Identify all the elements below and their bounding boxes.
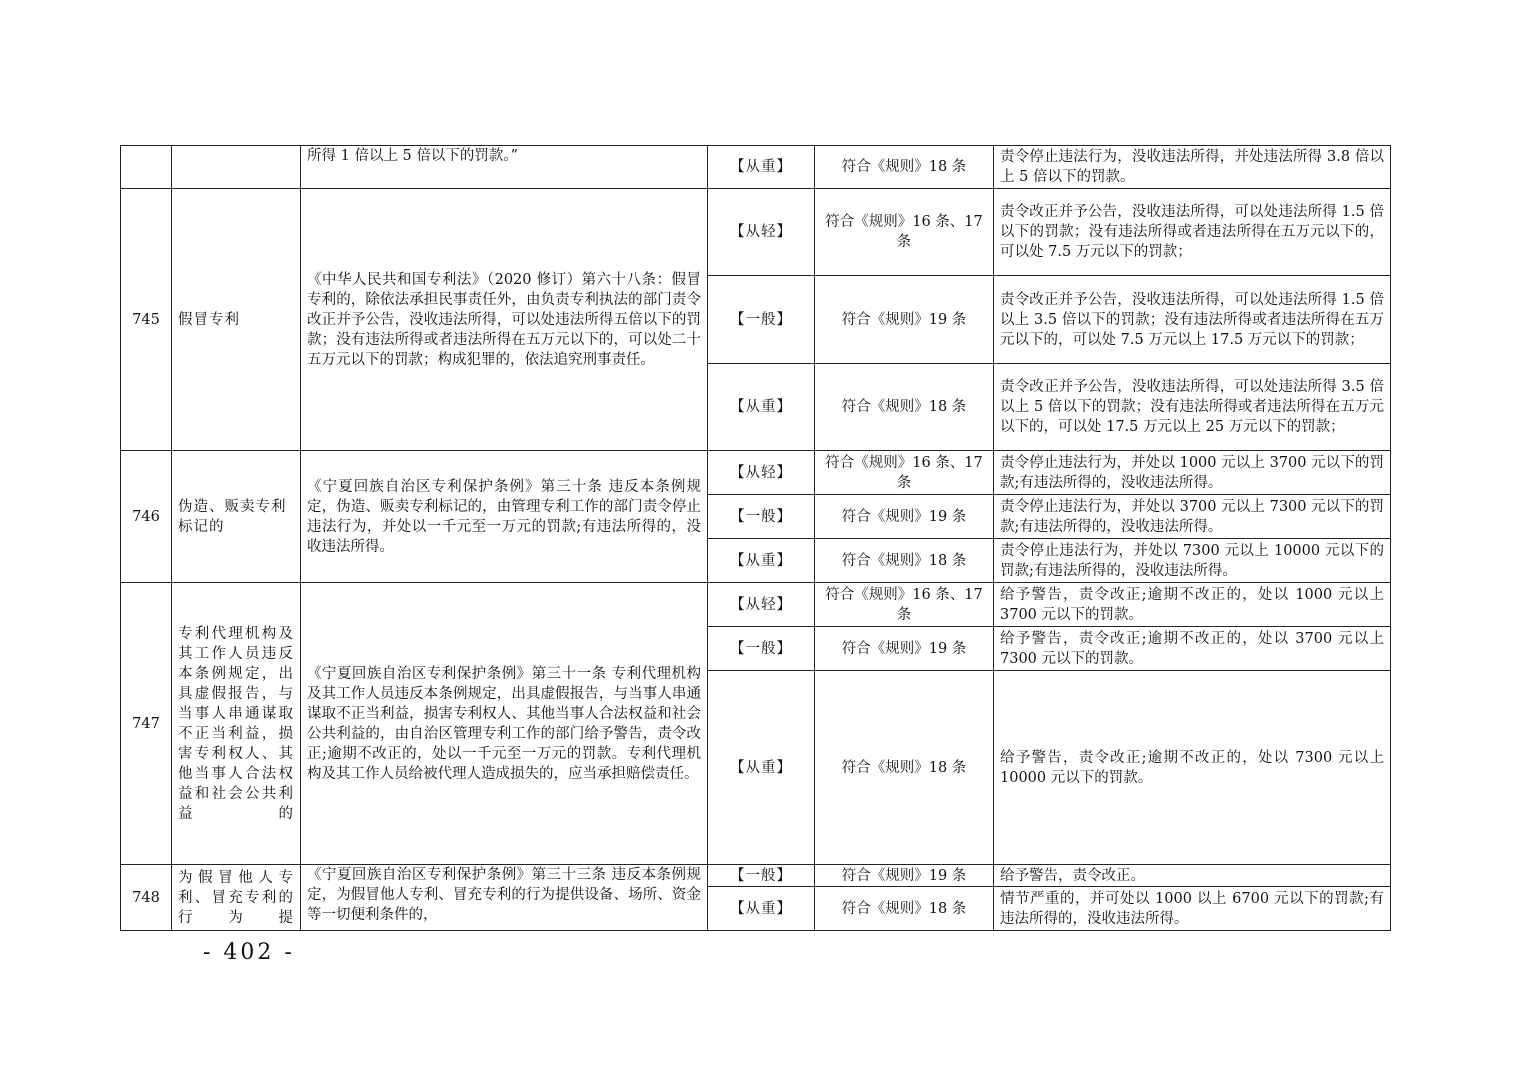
applicable-rule: 符合《规则》19 条	[815, 627, 994, 671]
penalty-standard: 责令停止违法行为，没收违法所得，并处违法所得 3.8 倍以上 5 倍以下的罚款。	[994, 146, 1391, 189]
legal-basis: 所得 1 倍以上 5 倍以下的罚款。”	[301, 146, 708, 189]
legal-basis: 《宁夏回族自治区专利保护条例》第三十一条 专利代理机构及其工作人员违反本条例规定，出具虚假报告，与当事人串通谋取不正当利益，损害专利权人、其他当事人合法权益和社会公共利益的，由自治区管理专利工作的部门给予警告，责令改正;逾期不改正的，处以一千元至一万元的罚款。专利代理机构及其工作人员给被代理人造成损失的，应当承担赔偿责任。	[301, 583, 708, 865]
applicable-rule: 符合《规则》16 条、17 条	[815, 583, 994, 627]
item-number	[121, 146, 172, 189]
applicable-rule: 符合《规则》18 条	[815, 887, 994, 931]
discretion-level: 【一般】	[708, 276, 815, 364]
discretion-level: 【从轻】	[708, 189, 815, 276]
applicable-rule: 符合《规则》16 条、17 条	[815, 189, 994, 276]
legal-basis: 《中华人民共和国专利法》（2020 修订）第六十八条：假冒专利的，除依法承担民事责任外，由负责专利执法的部门责令改正并予公告，没收违法所得，可以处违法所得五倍以下的罚款；没有违法所得或者违法所得在五万元以下的，可以处二十五万元以下的罚款；构成犯罪的，依法追究刑事责任。	[301, 189, 708, 451]
violation-name: 伪造、贩卖专利标记的	[172, 451, 301, 583]
table-row	[121, 189, 1391, 276]
applicable-rule: 符合《规则》16 条、17 条	[815, 451, 994, 495]
penalty-standard: 给予警告，责令改正;逾期不改正的，处以 7300 元以上 10000 元以下的罚款。	[994, 671, 1391, 865]
item-number: 746	[121, 451, 172, 583]
discretion-level: 【从重】	[708, 671, 815, 865]
table-row	[121, 865, 1391, 887]
penalty-standard: 责令改正并予公告，没收违法所得，可以处违法所得 1.5 倍以下的罚款；没有违法所得或者违法所得在五万元以下的，可以处 7.5 万元以下的罚款；	[994, 189, 1391, 276]
legal-basis: 《宁夏回族自治区专利保护条例》第三十条 违反本条例规定，伪造、贩卖专利标记的，由管理专利工作的部门责令停止违法行为，并处以一千元至一万元的罚款;有违法所得的，没收违法所得。	[301, 451, 708, 583]
legal-basis: 《宁夏回族自治区专利保护条例》第三十三条 违反本条例规定，为假冒他人专利、冒充专利的行为提供设备、场所、资金等一切便利条件的，	[301, 865, 708, 931]
discretion-level: 【从重】	[708, 146, 815, 189]
discretion-level: 【从轻】	[708, 451, 815, 495]
applicable-rule: 符合《规则》18 条	[815, 146, 994, 189]
item-number: 747	[121, 583, 172, 865]
penalty-standard: 情节严重的，并可处以 1000 以上 6700 元以下的罚款;有违法所得的，没收违法所得。	[994, 887, 1391, 931]
table-row	[121, 583, 1391, 627]
discretion-level: 【从轻】	[708, 583, 815, 627]
penalty-standard: 责令停止违法行为，并处以 1000 元以上 3700 元以下的罚款;有违法所得的，没收违法所得。	[994, 451, 1391, 495]
applicable-rule: 符合《规则》18 条	[815, 539, 994, 583]
violation-name: 专利代理机构及其工作人员违反本条例规定，出具虚假报告，与当事人串通谋取不正当利益，损害专利权人、其他当事人合法权益和社会公共利益的	[172, 583, 301, 865]
penalty-standard: 责令改正并予公告，没收违法所得，可以处违法所得 3.5 倍以上 5 倍以下的罚款；没有违法所得或者违法所得在五万元以下的，可以处 17.5 万元以上 25 万元以下的罚款；	[994, 364, 1391, 451]
penalty-standard: 责令停止违法行为，并处以 3700 元以上 7300 元以下的罚款;有违法所得的，没收违法所得。	[994, 495, 1391, 539]
penalty-standard: 给予警告，责令改正。	[994, 865, 1391, 887]
penalty-standard: 责令改正并予公告，没收违法所得，可以处违法所得 1.5 倍以上 3.5 倍以下的罚款；没有违法所得或者违法所得在五万元以下的，可以处 7.5 万元以上 17.5 万元以下的罚款；	[994, 276, 1391, 364]
penalty-standard: 责令停止违法行为，并处以 7300 元以上 10000 元以下的罚款;有违法所得的，没收违法所得。	[994, 539, 1391, 583]
discretion-level: 【从重】	[708, 887, 815, 931]
applicable-rule: 符合《规则》19 条	[815, 495, 994, 539]
table-row	[121, 451, 1391, 495]
applicable-rule: 符合《规则》18 条	[815, 671, 994, 865]
page-number: - 402 -	[203, 940, 295, 965]
violation-name: 为假冒他人专利、冒充专利的行为提	[172, 865, 301, 931]
item-number: 748	[121, 865, 172, 931]
violation-name	[172, 146, 301, 189]
discretion-level: 【一般】	[708, 627, 815, 671]
discretion-level: 【从重】	[708, 539, 815, 583]
applicable-rule: 符合《规则》19 条	[815, 276, 994, 364]
discretion-level: 【一般】	[708, 495, 815, 539]
penalty-standard: 给予警告，责令改正;逾期不改正的，处以 3700 元以上 7300 元以下的罚款。	[994, 627, 1391, 671]
applicable-rule: 符合《规则》18 条	[815, 364, 994, 451]
penalty-standard: 给予警告，责令改正;逾期不改正的，处以 1000 元以上 3700 元以下的罚款。	[994, 583, 1391, 627]
table-row	[121, 146, 1391, 189]
item-number: 745	[121, 189, 172, 451]
penalty-standards-table	[120, 145, 1391, 931]
applicable-rule: 符合《规则》19 条	[815, 865, 994, 887]
discretion-level: 【一般】	[708, 865, 815, 887]
discretion-level: 【从重】	[708, 364, 815, 451]
violation-name: 假冒专利	[172, 189, 301, 451]
